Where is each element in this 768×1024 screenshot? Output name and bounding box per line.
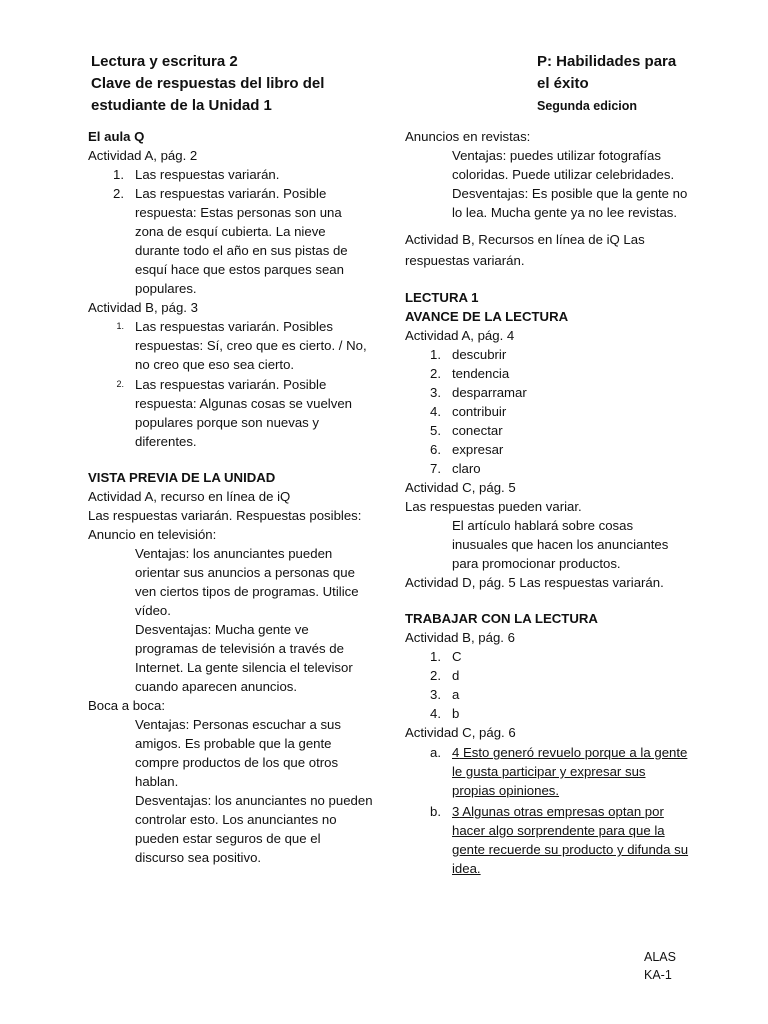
item-text: conectar [452, 423, 503, 438]
item-text: b [452, 706, 460, 721]
page-footer [644, 948, 676, 984]
list-item [405, 666, 690, 685]
list-item [405, 364, 690, 383]
item-letter: a. [430, 745, 441, 760]
edition-label: Segunda edicion [537, 99, 638, 113]
item-text: contribuir [452, 404, 507, 419]
item-sentence: Esto generó revuelo porque a la gente le gusta participar y expresar sus propias opiniones. [452, 745, 688, 798]
list-item [405, 743, 690, 800]
activity-heading: Actividad A, pág. 4 [405, 328, 515, 343]
item-number: 4. [430, 404, 441, 419]
list-item [405, 402, 690, 421]
subheading: Anuncio en televisión: [88, 527, 217, 542]
title-line: estudiante de la Unidad 1 [91, 97, 272, 114]
section-heading: AVANCE DE LA LECTURA [405, 309, 569, 324]
left-column [88, 127, 373, 867]
list-item [405, 647, 690, 666]
item-text: C [452, 649, 462, 664]
section-heading: El aula Q [88, 129, 145, 144]
item-sentence: Algunas otras empresas optan por hacer algo sorprendente para que la gente recuerde su producto y difunda su idea. [452, 804, 689, 876]
disadvantages-text: Desventajas: Mucha gente ve programas de televisión a través de Internet. La gente silencia el televisor cuando aparecen anuncios. [135, 622, 353, 694]
list-item [405, 685, 690, 704]
activity-heading: Actividad D, pág. 5 Las respuestas variarán. [405, 575, 664, 590]
subheading: Anuncios en revistas: [405, 129, 531, 144]
list-item [405, 802, 690, 878]
item-text: d [452, 668, 460, 683]
list-item [405, 421, 690, 440]
list-item [88, 317, 373, 374]
item-text: Las respuestas variarán. Posible respuesta: Estas personas son una zona de esquí cubierta. La nieve durante todo el año en sus pistas de esquí hace que estos parques sean populares. [135, 186, 348, 296]
list-item [405, 704, 690, 723]
list-item [405, 345, 690, 364]
item-number: 3. [430, 687, 441, 702]
list-item [88, 165, 373, 184]
disadvantages-text: Desventajas: Es posible que la gente no lo lea. Mucha gente ya no lee revistas. [452, 186, 688, 220]
activity-heading: Actividad A, recurso en línea de iQ [88, 489, 291, 504]
title-line: Lectura y escritura 2 [91, 53, 238, 70]
item-number: 5. [430, 423, 441, 438]
activity-heading: Actividad B, pág. 6 [405, 630, 515, 645]
item-text: claro [452, 461, 481, 476]
item-letter: b. [430, 804, 441, 819]
item-number: 2. [113, 186, 124, 201]
activity-heading: Actividad C, pág. 5 [405, 480, 516, 495]
item-text: desparramar [452, 385, 527, 400]
footer-line: ALAS [644, 950, 676, 964]
item-number: 2. [116, 379, 124, 389]
item-text: Las respuestas variarán. Posibles respuestas: Sí, creo que es cierto. / No, no creo que eso sea cierto. [135, 319, 367, 372]
list-item [88, 375, 373, 451]
section-heading: VISTA PREVIA DE LA UNIDAD [88, 470, 276, 485]
item-text: Las respuestas variarán. Posible respuesta: Algunas cosas se vuelven populares porque son nuevas y diferentes. [135, 377, 352, 449]
advantages-text: Ventajas: los anunciantes pueden orientar sus anuncios a personas que ven ciertos tipos de programas. Utilice vídeo. [135, 546, 359, 618]
answer-text: Las respuestas pueden variar. [405, 499, 582, 514]
item-text [452, 743, 690, 800]
item-number: 1. [430, 649, 441, 664]
item-number: 1. [113, 167, 124, 182]
series-title [537, 51, 747, 115]
item-text: expresar [452, 442, 504, 457]
activity-heading: Actividad B, Recursos en línea de iQ Las respuestas variarán. [405, 232, 645, 268]
list-item [405, 459, 690, 478]
right-column [405, 127, 690, 878]
item-text: descubrir [452, 347, 507, 362]
item-number: 3. [430, 385, 441, 400]
activity-heading: Actividad B, pág. 3 [88, 300, 198, 315]
list-item [405, 383, 690, 402]
item-text: a [452, 687, 460, 702]
activity-heading: Actividad C, pág. 6 [405, 725, 516, 740]
item-number: 1. [116, 321, 124, 331]
list-item [405, 440, 690, 459]
item-number: 6. [430, 442, 441, 457]
title-line: Clave de respuestas del libro del [91, 75, 325, 92]
disadvantages-text: Desventajas: los anunciantes no pueden controlar esto. Los anunciantes no pueden estar seguros de que el discurso sea positivo. [135, 793, 373, 865]
section-heading: TRABAJAR CON LA LECTURA [405, 611, 598, 626]
item-number: 1. [430, 347, 441, 362]
item-text: tendencia [452, 366, 510, 381]
series-line: el éxito [537, 75, 589, 92]
item-number: 2. [430, 366, 441, 381]
advantages-text: Ventajas: Personas escuchar a sus amigos. Es probable que la gente compre productos de los que otros hablan. [135, 717, 341, 789]
series-line: P: Habilidades para [537, 53, 677, 70]
section-heading: LECTURA 1 [405, 290, 479, 305]
advantages-text: Ventajas: puedes utilizar fotografías coloridas. Puede utilizar celebridades. [452, 148, 675, 182]
document-title [91, 51, 391, 117]
item-text: Las respuestas variarán. [135, 167, 280, 182]
item-number: 3 [452, 804, 460, 819]
item-number: 7. [430, 461, 441, 476]
answer-text: El artículo hablará sobre cosas inusuales que hacen los anunciantes para promocionar productos. [452, 518, 669, 571]
item-number: 2. [430, 668, 441, 683]
item-number: 4. [430, 706, 441, 721]
item-number: 4 [452, 745, 460, 760]
activity-heading: Actividad A, pág. 2 [88, 148, 198, 163]
answer-text: Las respuestas variarán. Respuestas posibles: [88, 508, 362, 523]
item-text [452, 802, 690, 878]
list-item [88, 184, 373, 298]
subheading: Boca a boca: [88, 698, 165, 713]
footer-line: KA-1 [644, 968, 672, 982]
